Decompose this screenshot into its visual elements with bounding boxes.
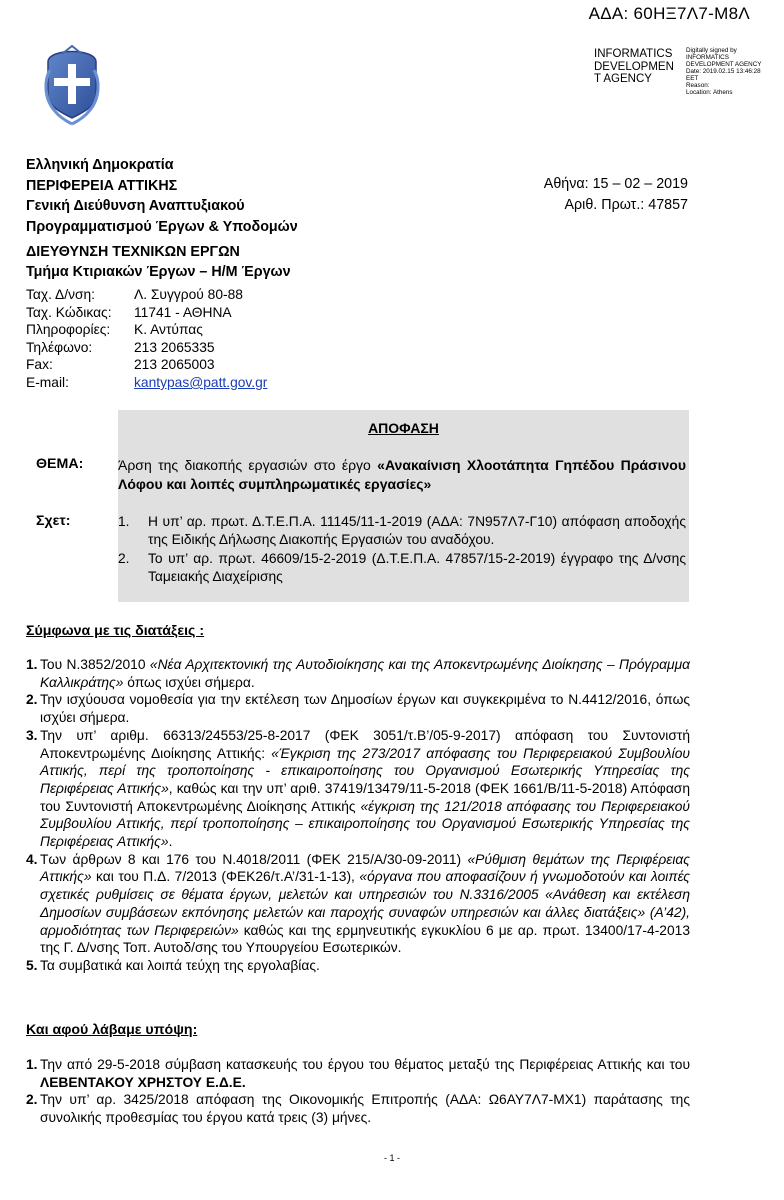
contact-row [26,304,267,322]
project-title: «Ανακαίνιση Χλοοτάπητα Γηπέδου Πράσινου Λόφου και λοιπές συμπληρωματικές εργασίες» [118,457,686,492]
subject-label: ΘΕΜΑ: [36,456,84,472]
list-item [26,727,690,851]
text-run: Την ισχύουσα νομοθεσία για την εκτέλεση των Δημοσίων έργων και συγκεκριμένα το Ν.4412/2016, όπως ισχύει σήμερα. [40,692,690,726]
text-run: «όργανα που αποφασίζουν ή γνωμοδοτούν και λοιπές σχετικές ρυθμίσεις σε θέματα έργων, μελετών και υπηρεσιών του Ν.3316/2005 «Ανάθεση και εκτέλεση Δημοσίων συμβάσεων εκπόνησης μελετών και παροχής συναφών υπηρεσιών και άλλες διατάξεις» (Α’42), αρμοδιότητας των Περιφερειών» [40,869,690,938]
text-run: Την από 29-5-2018 σύμβαση κατασκευής του έργου του θέματος μεταξύ της Περιφέρειας Αττικής και του [40,1057,690,1072]
related-text: Η υπ’ αρ. πρωτ. Δ.Τ.Ε.Π.Α. 11145/11-1-2019 (ΑΔΑ: 7Ν957Λ7-Γ10) απόφαση αποδοχής της Ειδικής Δήλωσης Διακοπής Εργασιών του αναδόχου. [148,514,686,547]
text-run: Την υπ’ αριθμ. 66313/24553/25-8-2017 (ΦΕΚ 3051/τ.Β’/05-9-2017) απόφαση του Συντονιστή Αποκεντρωμένης Διοίκησης Αττικής: [40,727,690,761]
list-item [26,656,690,691]
text-run: Του Ν.3852/2010 [40,657,150,672]
org-line: Γενική Διεύθυνση Αναπτυξιακού [26,198,245,214]
protocol-number: Αριθ. Πρωτ.: 47857 [564,196,688,213]
ada-code: ΑΔΑ: 60ΗΞ7Λ7-Μ8Λ [588,4,750,23]
text-run: όπως ισχύει σήμερα. [123,674,255,690]
signature-detail-line: Digitally signed by [686,47,737,54]
item-number: 2. [26,692,38,708]
contact-value: Κ. Αντύπας [134,322,203,338]
provisions-list [26,656,690,975]
signature-signer [594,48,684,86]
page-number: - 1 - [383,1153,400,1163]
signature-detail-line: Location: Athens [686,89,733,96]
item-number: 4. [26,851,38,867]
signature-name-line: INFORMATICS [594,48,673,60]
list-item [26,691,690,726]
contact-value: 213 2065003 [134,357,215,373]
related-number: 2. [118,551,130,566]
department-line: ΔΙΕΥΘΥΝΣΗ ΤΕΧΝΙΚΩΝ ΕΡΓΩΝ [26,244,240,260]
contact-label: E-mail: [26,374,69,390]
contact-value: Λ. Συγγρού 80-88 [134,287,243,302]
text-run: και του Π.Δ. 7/2013 (ΦΕΚ26/τ.Α’/31-1-13), [91,869,360,885]
signature-details [686,47,781,96]
text-run: . [168,834,173,850]
subject-text [118,456,686,493]
contact-label: Ταχ. Δ/νση: [26,287,96,302]
email-link[interactable]: kantypas@patt.gov.gr [134,374,268,390]
item-text [40,851,690,957]
contact-label: Πληροφορίες: [26,322,111,338]
date-line: Αθήνα: 15 – 02 – 2019 [543,176,688,192]
text-run: ΛΕΒΕΝΤΑΚΟΥ ΧΡΗΣΤΟΥ Ε.Δ.Ε. [40,1074,246,1090]
item-text [40,691,690,726]
signature-detail-line: Reason: [686,82,710,89]
contact-block [26,286,267,392]
text-run: Τα συμβατικά και λοιπά τεύχη της εργολαβίας. [40,957,320,973]
related-list [118,513,686,587]
signature-name-line: DEVELOPMEN [594,60,674,73]
text-run: Των άρθρων 8 και 176 του Ν.4018/2011 (ΦΕΚ 215/Α/30-09-2011) [40,851,468,867]
text-run: Την υπ’ αρ. 3425/2018 απόφαση της Οικονομικής Επιτροπής (ΑΔΑ: Ω6ΑΥ7Λ7-ΜΧ1) παράτασης της συνολικής προθεσμίας του έργου κατά τρεις (3) μήνες. [40,1092,690,1126]
signature-detail-line: INFORMATICS [686,54,729,61]
contact-row [26,339,267,357]
contact-row [26,321,267,339]
item-text [40,727,690,851]
org-line: Προγραμματισμού Έργων & Υποδομών [26,218,298,235]
list-item [26,957,690,975]
related-label: Σχετ: [36,513,71,529]
signature-name-line: T AGENCY [594,73,652,85]
text-run: , καθώς και την υπ’ αριθ. 37419/13479/11-5-2018 (ΦΕΚ 1661/Β/11-5-2018) Απόφαση του Συντονιστή Αποκεντρωμένης Διοίκησης Αττικής [40,780,690,814]
contact-value: 213 2065335 [134,339,215,355]
item-number: 3. [26,727,38,743]
contact-label: Τηλέφωνο: [26,339,93,355]
signature-detail-line: DEVELOPMENT AGENCY [686,61,762,68]
item-number: 2. [26,1092,38,1108]
list-item [26,851,690,957]
subject-prefix: Άρση της διακοπής εργασιών στο έργο [118,457,378,473]
section-heading-considerations: Και αφού λάβαμε υπόψη: [26,1022,198,1038]
list-item [26,1056,690,1091]
text-run: «έγκριση της 121/2018 απόφασης του Περιφερειακού Συμβουλίου Αττικής, περί τροποποίησης – επικαιροποίησης του Οργανισμού Εσωτερικής Υπηρεσίας της Περιφέρειας Αττικής» [40,798,690,850]
contact-value: 11741 - ΑΘΗΝΑ [134,304,232,320]
org-line: Ελληνική Δημοκρατία [26,157,174,173]
related-number: 1. [118,514,130,529]
department-block [26,243,291,282]
department-line: Τμήμα Κτιριακών Έργων – Η/Μ Έργων [26,263,291,280]
text-run: «Νέα Αρχιτεκτονική της Αυτοδιοίκησης και της Αποκεντρωμένης Διοίκησης – Πρόγραμμα Καλλικράτης» [40,657,691,690]
contact-row [26,374,267,392]
signature-detail-line: Date: 2019.02.15 13:46:28 [686,68,761,75]
org-line: ΠΕΡΙΦΕΡΕΙΑ ΑΤΤΙΚΗΣ [26,177,178,194]
organization-block [26,155,298,237]
item-number: 1. [26,1057,38,1072]
item-text [40,957,690,975]
text-run: «Ρύθμιση θεμάτων της Περιφέρειας Αττικής» [40,851,690,885]
signature-detail-line: EET [686,75,699,82]
item-text [40,1056,690,1091]
related-item [118,550,686,586]
item-number: 1. [26,657,38,672]
date-block [538,174,688,215]
considerations-list [26,1056,690,1127]
contact-row [26,286,267,304]
related-item [118,513,686,549]
decision-title: ΑΠΟΦΑΣΗ [368,420,439,436]
item-text [40,1091,690,1126]
contact-row [26,356,267,374]
greek-coat-of-arms-icon [40,40,104,128]
text-run: καθώς και της ερμηνευτικής εγκυκλίου 6 με αρ. πρωτ. 13400/17-4-2013 της Γ. Δ/νσης Τοπ. Αυτοδ/σης του Υπουργείου Εσωτερικών. [40,922,690,956]
text-run: «Έγκριση της 273/2017 απόφασης του Περιφερειακού Συμβουλίου Αττικής, περί της τροποποίησης - επικαιροποίησης του Οργανισμού Εσωτερικής Υπηρεσίας της Περιφέρειας Αττικής» [40,745,690,796]
contact-label: Fax: [26,357,53,373]
related-text: Το υπ’ αρ. πρωτ. 46609/15-2-2019 (Δ.Τ.Ε.Π.Α. 47857/15-2-2019) έγγραφο της Δ/νσης Ταμειακής Διαχείρισης [148,551,686,584]
list-item [26,1091,690,1126]
section-heading-provisions: Σύμφωνα με τις διατάξεις : [26,623,205,639]
item-text [40,656,690,691]
contact-label: Ταχ. Κώδικας: [26,304,112,320]
item-number: 5. [26,957,38,973]
